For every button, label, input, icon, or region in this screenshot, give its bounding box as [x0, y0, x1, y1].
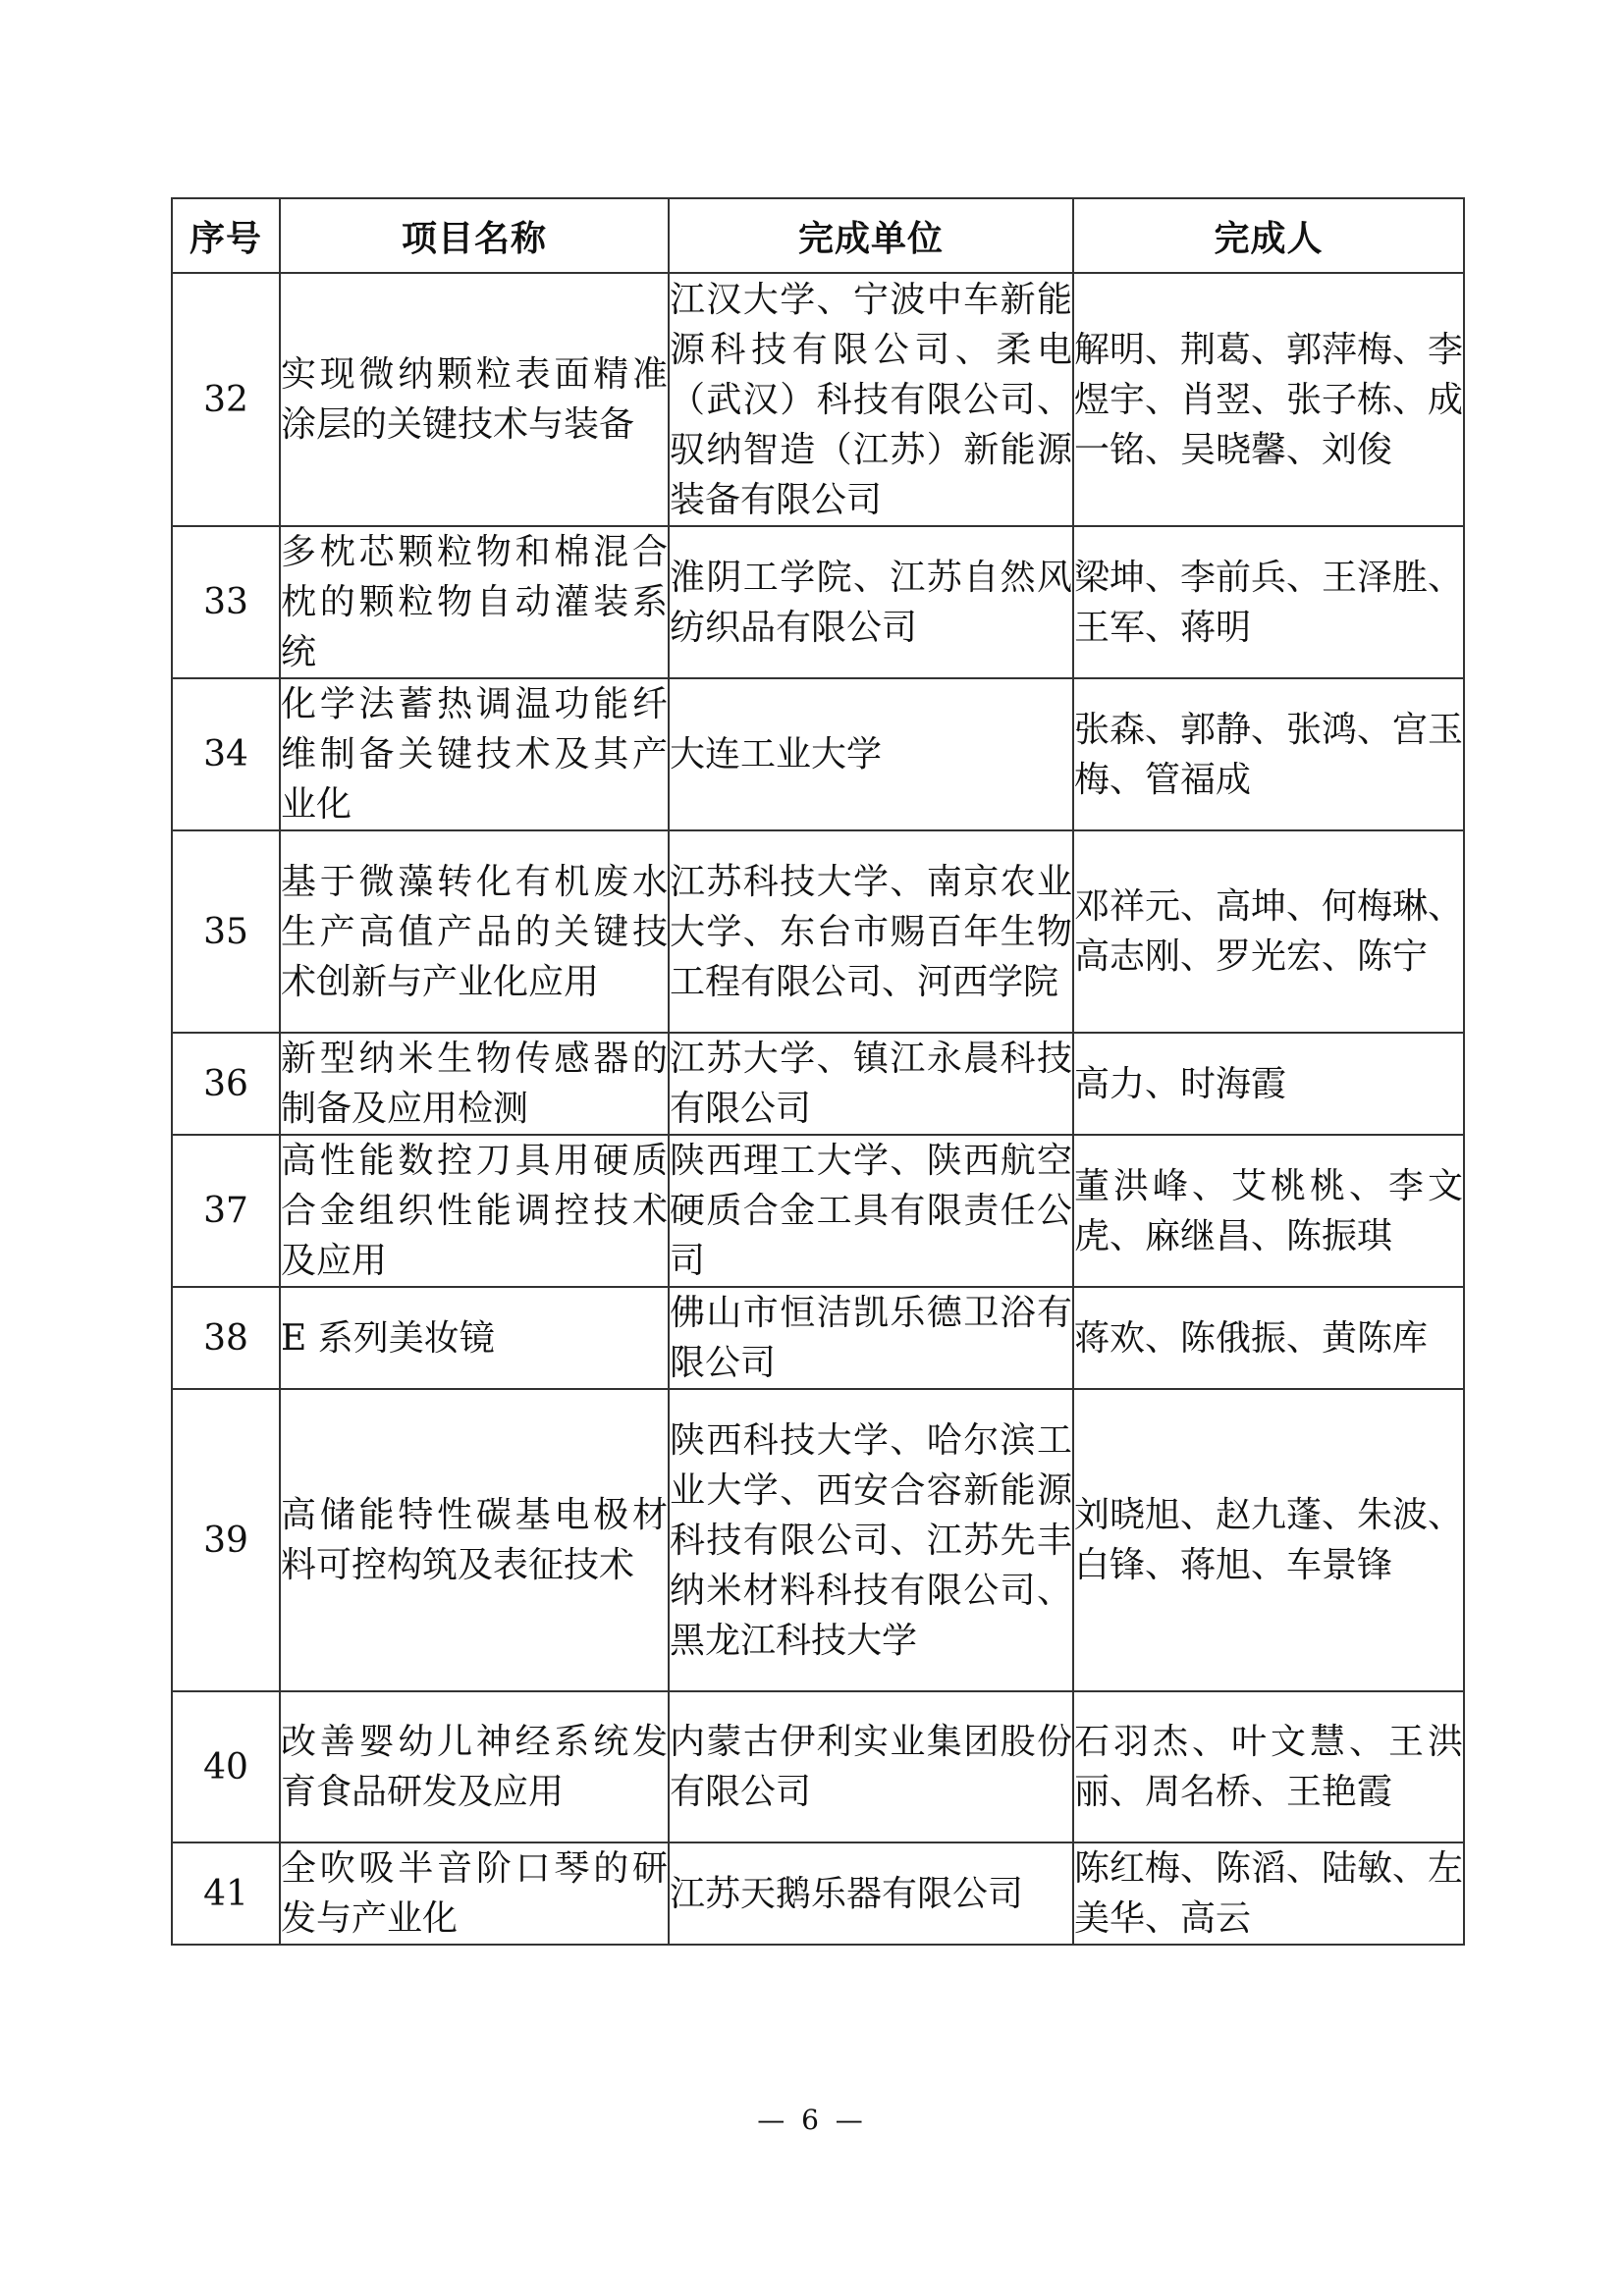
completing-units: 江苏大学、镇江永晨科技有限公司 — [669, 1033, 1073, 1135]
awards-table — [171, 197, 1465, 1946]
table-row — [172, 526, 1464, 678]
completing-people: 邓祥元、高坤、何梅琳、高志刚、罗光宏、陈宁 — [1073, 830, 1464, 1033]
completing-people: 石羽杰、叶文慧、王洪丽、周名桥、王艳霞 — [1073, 1691, 1464, 1842]
table-row — [172, 678, 1464, 830]
project-name: 高储能特性碳基电极材料可控构筑及表征技术 — [280, 1389, 669, 1691]
table-row — [172, 1842, 1464, 1945]
row-number: 36 — [172, 1033, 280, 1135]
row-number: 32 — [172, 273, 280, 526]
completing-people: 陈红梅、陈滔、陆敏、左美华、高云 — [1073, 1842, 1464, 1945]
table-row — [172, 273, 1464, 526]
completing-people: 解明、荆葛、郭萍梅、李煜宇、肖翌、张子栋、成一铭、吴晓馨、刘俊 — [1073, 273, 1464, 526]
row-number: 39 — [172, 1389, 280, 1691]
project-name: 多枕芯颗粒物和棉混合枕的颗粒物自动灌装系统 — [280, 526, 669, 678]
project-name: E 系列美妆镜 — [280, 1287, 669, 1389]
completing-units: 江苏科技大学、南京农业大学、东台市赐百年生物工程有限公司、河西学院 — [669, 830, 1073, 1033]
completing-people: 张森、郭静、张鸿、宫玉梅、管福成 — [1073, 678, 1464, 830]
header-completing-people: 完成人 — [1073, 198, 1464, 273]
completing-people: 高力、时海霞 — [1073, 1033, 1464, 1135]
project-name: 基于微藻转化有机废水生产高值产品的关键技术创新与产业化应用 — [280, 830, 669, 1033]
completing-units: 内蒙古伊利实业集团股份有限公司 — [669, 1691, 1073, 1842]
header-completing-units: 完成单位 — [669, 198, 1073, 273]
row-number: 38 — [172, 1287, 280, 1389]
table-row — [172, 1135, 1464, 1287]
completing-units: 淮阴工学院、江苏自然风纺织品有限公司 — [669, 526, 1073, 678]
completing-units: 陕西理工大学、陕西航空硬质合金工具有限责任公司 — [669, 1135, 1073, 1287]
table-row — [172, 1389, 1464, 1691]
project-name: 高性能数控刀具用硬质合金组织性能调控技术及应用 — [280, 1135, 669, 1287]
completing-people: 刘晓旭、赵九蓬、朱波、白锋、蒋旭、车景锋 — [1073, 1389, 1464, 1691]
table-row — [172, 830, 1464, 1033]
completing-people: 梁坤、李前兵、王泽胜、王军、蒋明 — [1073, 526, 1464, 678]
row-number: 41 — [172, 1842, 280, 1945]
table-header-row — [172, 198, 1464, 273]
table-row — [172, 1287, 1464, 1389]
completing-units: 江苏天鹅乐器有限公司 — [669, 1842, 1073, 1945]
completing-units: 佛山市恒洁凯乐德卫浴有限公司 — [669, 1287, 1073, 1389]
row-number: 40 — [172, 1691, 280, 1842]
page-number: — 6 — — [757, 2104, 867, 2136]
completing-people: 蒋欢、陈俄振、黄陈库 — [1073, 1287, 1464, 1389]
table-row — [172, 1691, 1464, 1842]
completing-units: 陕西科技大学、哈尔滨工业大学、西安合容新能源科技有限公司、江苏先丰纳米材料科技有限公司、黑龙江科技大学 — [669, 1389, 1073, 1691]
table-row — [172, 1033, 1464, 1135]
completing-units: 大连工业大学 — [669, 678, 1073, 830]
project-name: 全吹吸半音阶口琴的研发与产业化 — [280, 1842, 669, 1945]
row-number: 33 — [172, 526, 280, 678]
project-name: 实现微纳颗粒表面精准涂层的关键技术与装备 — [280, 273, 669, 526]
project-name: 改善婴幼儿神经系统发育食品研发及应用 — [280, 1691, 669, 1842]
completing-units: 江汉大学、宁波中车新能源科技有限公司、柔电（武汉）科技有限公司、驭纳智造（江苏）新能源装备有限公司 — [669, 273, 1073, 526]
row-number: 34 — [172, 678, 280, 830]
header-project-name: 项目名称 — [280, 198, 669, 273]
project-name: 化学法蓄热调温功能纤维制备关键技术及其产业化 — [280, 678, 669, 830]
completing-people: 董洪峰、艾桃桃、李文虎、麻继昌、陈振琪 — [1073, 1135, 1464, 1287]
row-number: 35 — [172, 830, 280, 1033]
project-name: 新型纳米生物传感器的制备及应用检测 — [280, 1033, 669, 1135]
row-number: 37 — [172, 1135, 280, 1287]
header-number: 序号 — [172, 198, 280, 273]
